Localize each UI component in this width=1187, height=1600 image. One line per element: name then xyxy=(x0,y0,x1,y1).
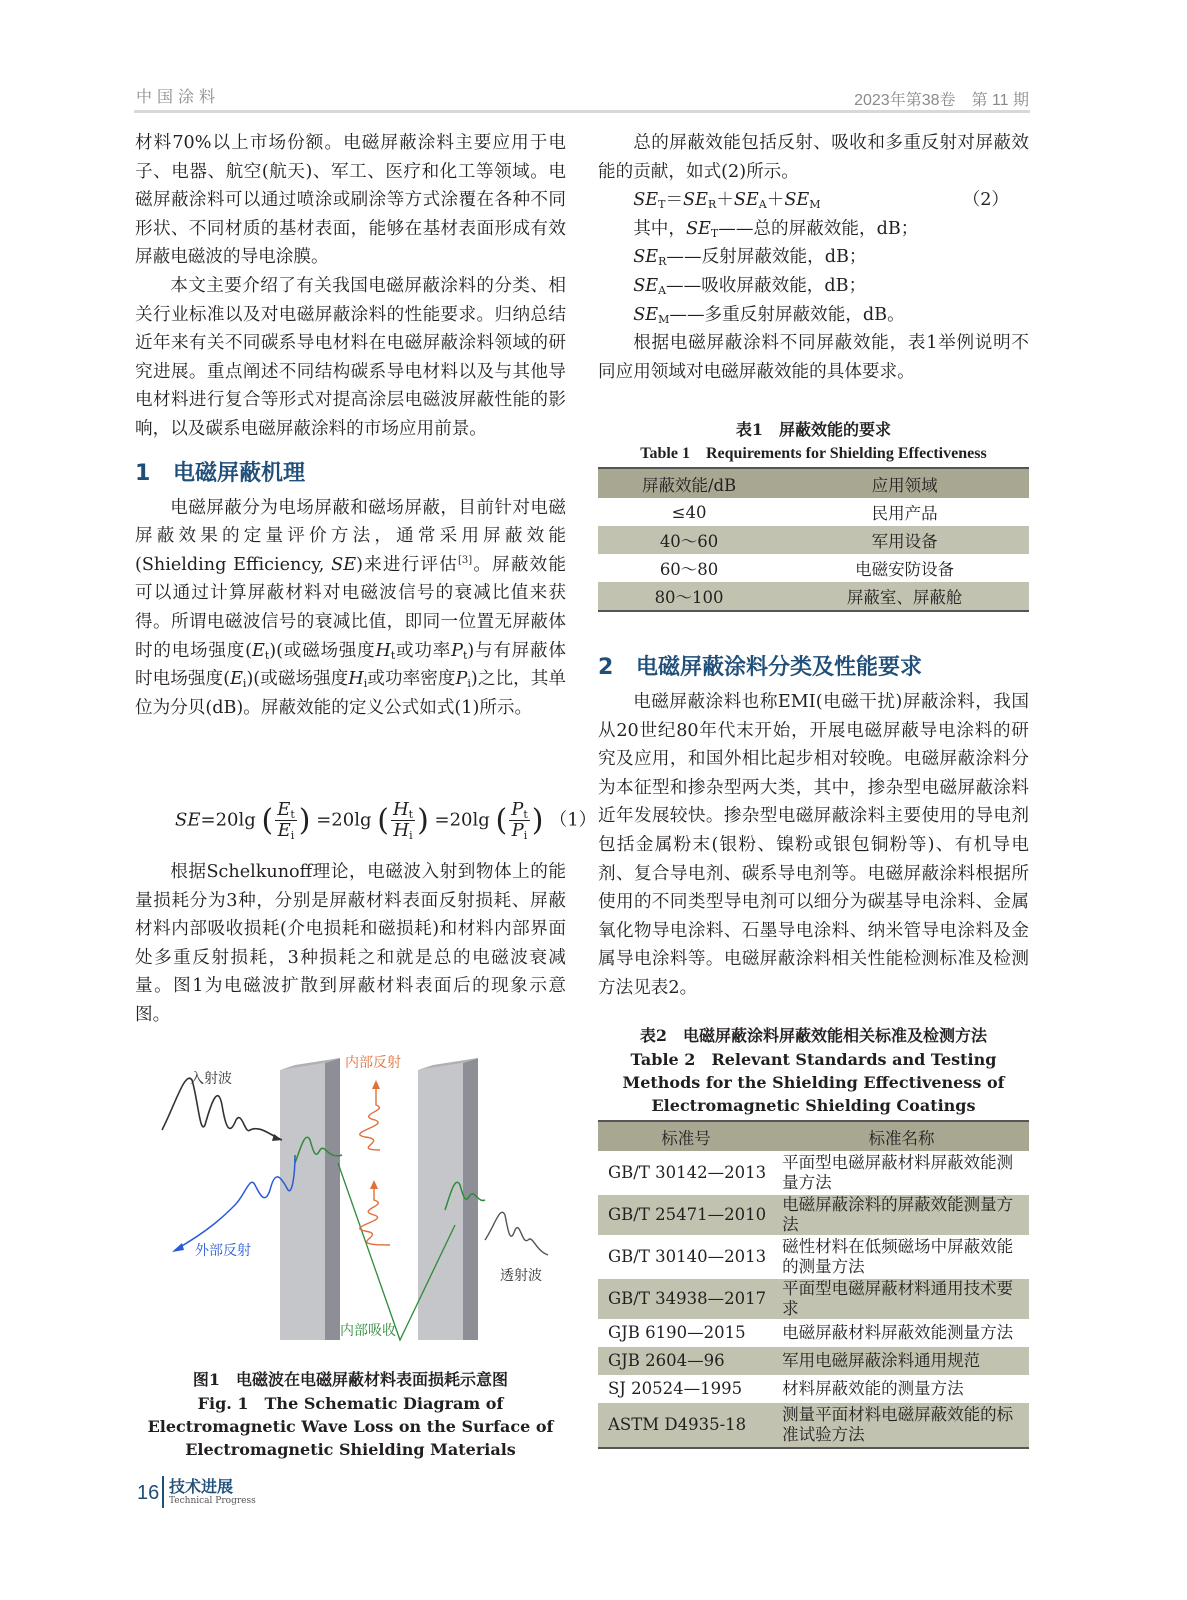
label-transmitted: 透射波 xyxy=(500,1268,542,1284)
definition: $SE_M——$多重反射屏蔽效能，dB。 xyxy=(633,304,905,326)
issue-info: 2023年第38卷 第 11 期 xyxy=(854,92,1029,109)
definition: $SE_R——$反射屏蔽效能，dB； xyxy=(633,247,867,269)
label-internal-reflection: 内部反射 xyxy=(345,1055,401,1071)
column-header: 应用领域 xyxy=(780,468,1029,498)
table-1-caption-cn: 表1 屏蔽效能的要求 xyxy=(735,420,892,439)
internal-reflection-arrowhead xyxy=(372,1080,380,1089)
table-row: SJ 20524—1995 材料屏蔽效能的测量方法 xyxy=(608,1379,964,1398)
figure-caption-cn: 图1 电磁波在电磁屏蔽材料表面损耗示意图 xyxy=(192,1370,509,1389)
definition: 其中，$SE_T——$总的屏蔽效能，dB； xyxy=(633,218,919,240)
paragraph: 根据Schelkunoff理论，电磁波入射到物体上的能量损耗分为3种，分别是屏蔽材料表面反射损耗、屏蔽材料内部吸收损耗(介电损耗和磁损耗)和材料内部界面处多重反射损耗，3种损耗之和就是总的电磁波衰减量。图1为电磁波扩散到屏蔽材料表面后的现象示意图。 xyxy=(135,862,566,1025)
table-row: GB/T 34938—2017 平面型电磁屏蔽材料通用技术要求 xyxy=(598,1279,1029,1319)
paragraph: 材料70%以上市场份额。电磁屏蔽涂料主要应用于电子、电器、航空(航天)、军工、医疗和化工等领域。电磁屏蔽涂料可以通过喷涂或刷涂等方式涂覆在各种不同形状、不同材质的基材表面，能够在基材表面形成有效屏蔽电磁波的导电涂膜。 xyxy=(135,133,566,268)
paragraph: 电磁屏蔽涂料也称EMI(电磁干扰)屏蔽涂料，我国从20世纪80年代末开始，开展电磁屏蔽导电涂料的研究及应用，和国外相比起步相对较晚。电磁屏蔽涂料分为本征型和掺杂型两大类，其中，掺杂型电磁屏蔽涂料近年发展较快。掺杂型电磁屏蔽涂料主要使用的导电剂包括金属粉末(银粉、镍粉或银包铜粉等)、有机导电剂、复合导电剂、碳系导电剂等。电磁屏蔽涂料根据所使用的不同类型导电剂可以细分为碳基导电涂料、金属氧化物导电涂料、石墨导电涂料、纳米管导电涂料及金属导电涂料等。电磁屏蔽涂料相关性能检测标准及检测方法见表2。 xyxy=(598,692,1029,998)
shield-plate-left-side xyxy=(325,1058,340,1340)
figure-caption-en: Fig. 1 The Schematic Diagram of Electromagnetic Wave Loss on the Surface of Electromagnetic Shielding Materials xyxy=(147,1394,554,1459)
equation-1: SE=20lg ( $\frac{E_t}{E_i}$ ) =20lg ( $\frac{H_t}{H_i}$ ) =20lg ( $\frac{P_t}{P_i}$ ) （1） xyxy=(175,799,597,842)
left-column-cont xyxy=(135,858,566,1030)
page-number: 16 xyxy=(137,1482,160,1504)
shield-plate-right-front xyxy=(418,1063,463,1340)
table-row: GB/T 25471—2010 电磁屏蔽涂料的屏蔽效能测量方法 xyxy=(598,1195,1029,1235)
table-row: 40～60 军用设备 xyxy=(598,526,1029,554)
table-1 xyxy=(598,467,1029,612)
paragraph: 本文主要介绍了有关我国电磁屏蔽涂料的分类、相关行业标准以及对电磁屏蔽涂料的性能要求。归纳总结近年来有关不同碳系导电材料在电磁屏蔽涂料领域的研究进展。重点阐述不同结构碳系导电材料以及与其他导电材料进行复合等形式对提高涂层电磁波屏蔽性能的影响，以及碳系电磁屏蔽涂料的市场应用前景。 xyxy=(135,275,566,439)
equation-number: （2） xyxy=(962,190,1009,211)
journal-name: 中国涂料 xyxy=(136,87,221,106)
column-header: 标准名称 xyxy=(774,1121,1029,1151)
paragraph: 总的屏蔽效能包括反射、吸收和多重反射对屏蔽效能的贡献，如式(2)所示。 xyxy=(598,133,1029,182)
label-incident: 入射波 xyxy=(190,1071,232,1087)
table-row: GJB 6190—2015 电磁屏蔽材料屏蔽效能测量方法 xyxy=(608,1323,1014,1342)
shield-plate-left-front xyxy=(280,1063,325,1340)
equation-number: （1） xyxy=(549,809,597,831)
table-row: ASTM D4935-18 测量平面材料电磁屏蔽效能的标准试验方法 xyxy=(598,1403,1029,1448)
footer-divider xyxy=(162,1476,164,1508)
table-1-caption-en: Table 1 Requirements for Shielding Effectiveness xyxy=(640,445,987,462)
paragraph: 根据电磁屏蔽涂料不同屏蔽效能，表1举例说明不同应用领域对电磁屏蔽效能的具体要求。 xyxy=(598,333,1029,382)
section-label: 技术进展 xyxy=(169,1477,234,1496)
equation-2: $SE_T=SE_R+SE_A+SE_M$ （2） xyxy=(598,186,1029,215)
transmitted-wave xyxy=(485,1212,548,1255)
right-column-cont xyxy=(598,648,1029,1003)
label-internal-absorption: 内部吸收 xyxy=(340,1323,396,1339)
section-title: 电磁屏蔽机理 xyxy=(173,460,306,486)
paragraph: 电磁屏蔽分为电场屏蔽和磁场屏蔽，目前针对电磁屏蔽效果的定量评价方法，通常采用屏蔽效能(Shielding Efficiency, SE)来进行评估[3]。屏蔽效能可以通过计算屏蔽材料对电磁波信号的衰减比值来获得。所谓电磁波信号的衰减比值，即同一位置无屏蔽体时的电场强度$(E_t)$(或磁场强度$H_t$或功率$P_t$)与有屏蔽体时电场强度$(E_i)$(或磁场强度$H_i$或功率密度$P_i$)之比，其单位为分贝(dB)。屏蔽效能的定义公式如式(1)所示。 xyxy=(135,497,566,718)
header-rule xyxy=(134,110,1030,113)
table-2 xyxy=(598,1120,1029,1449)
table-row: GB/T 30140—2013 磁性材料在低频磁场中屏蔽效能的测量方法 xyxy=(608,1237,1014,1276)
table-row: 60～80 电磁安防设备 xyxy=(659,560,955,579)
table-row: GB/T 30142—2013 平面型电磁屏蔽材料屏蔽效能测量方法 xyxy=(608,1153,1014,1192)
incident-wave xyxy=(162,1078,282,1140)
internal-reflection-arrowhead xyxy=(370,1180,378,1189)
section-heading-2: 2 电磁屏蔽涂料分类及性能要求 xyxy=(598,655,923,680)
left-column xyxy=(135,129,566,722)
column-header: 标准号 xyxy=(598,1121,774,1151)
definition: $SE_A——$吸收屏蔽效能，dB； xyxy=(633,275,867,297)
external-reflection-wave xyxy=(175,1155,295,1250)
internal-reflection-wave-top xyxy=(360,1085,380,1150)
table-row: 80～100 屏蔽室、屏蔽舱 xyxy=(598,582,1029,611)
right-column xyxy=(598,129,1029,386)
section-number: 1 xyxy=(135,460,151,486)
table-row: GJB 2604—96 军用电磁屏蔽涂料通用规范 xyxy=(598,1347,1029,1375)
table-2-caption-en: Table 2 Relevant Standards and Testing Methods for the Shielding Effectiveness of Electromagnetic Shielding Coatings xyxy=(622,1050,1005,1115)
column-header: 屏蔽效能/dB xyxy=(598,468,780,498)
section-label-en: Technical Progress xyxy=(169,1496,256,1506)
internal-reflection-wave-bottom xyxy=(360,1185,390,1245)
table-row: ≤40 民用产品 xyxy=(671,502,938,523)
figure-1 xyxy=(150,1055,570,1345)
label-external-reflection: 外部反射 xyxy=(195,1243,251,1259)
table-2-caption-cn: 表2 电磁屏蔽涂料屏蔽效能相关标准及检测方法 xyxy=(639,1026,988,1045)
external-reflection-arrowhead xyxy=(172,1243,184,1252)
section-heading-1 xyxy=(135,454,566,494)
